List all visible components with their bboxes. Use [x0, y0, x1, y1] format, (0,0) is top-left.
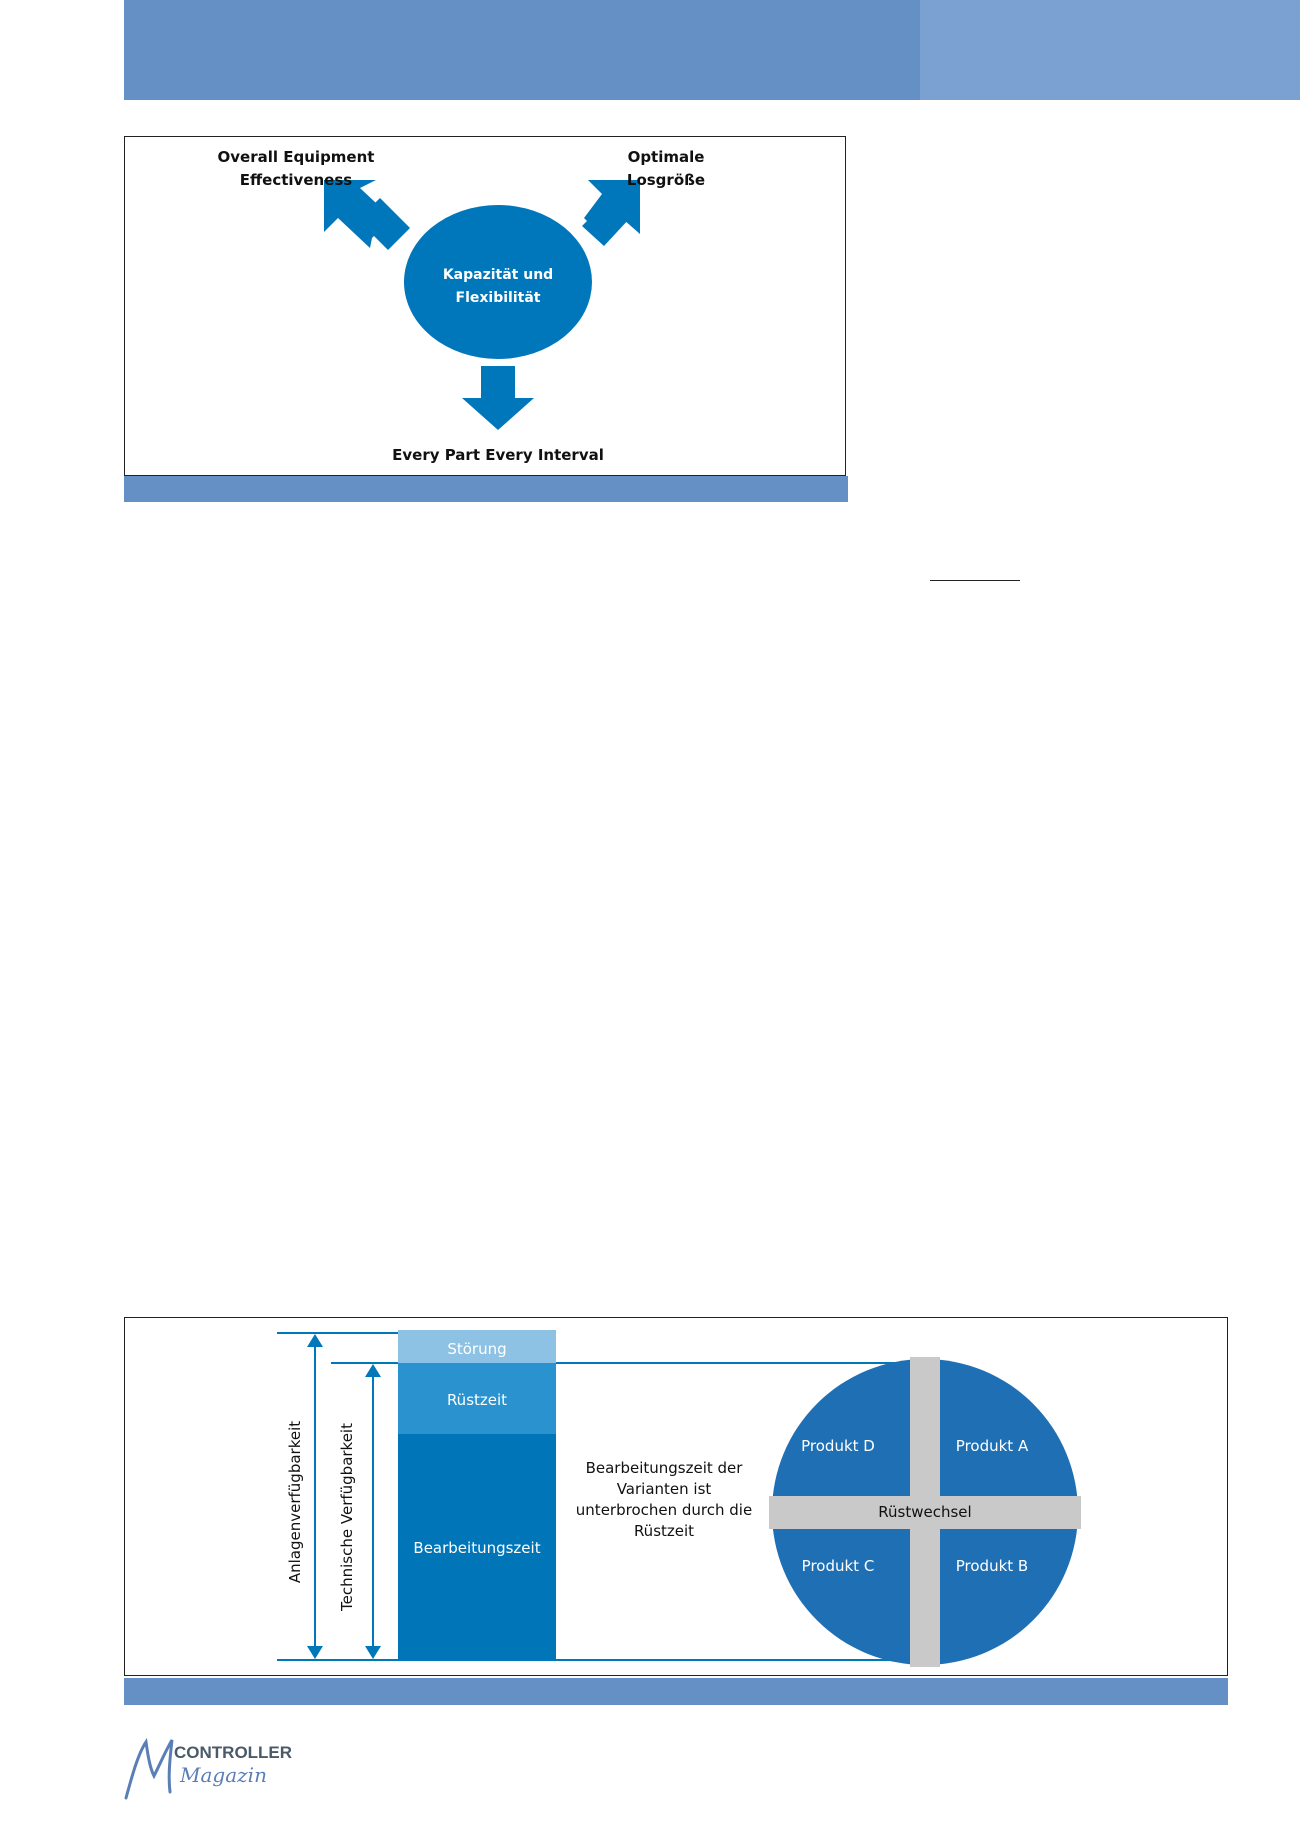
- middle-text-line2: Varianten ist: [616, 1480, 712, 1498]
- center-label-line2: Flexibilität: [455, 290, 541, 306]
- bar-label-bearbeitungszeit: Bearbeitungszeit: [413, 1539, 541, 1557]
- label-oee-line2: Effectiveness: [239, 171, 353, 189]
- controller-magazin-logo: [124, 1736, 294, 1802]
- ruestwechsel-label: Rüstwechsel: [878, 1503, 972, 1521]
- label-losgroesse-line1: Optimale: [627, 148, 705, 166]
- figure-2-caption-bar: [124, 1678, 1228, 1705]
- label-epei: Every Part Every Interval: [392, 446, 604, 464]
- label-losgroesse-line2: Losgröße: [626, 171, 706, 189]
- quadrant-produkt-b: Produkt B: [955, 1557, 1029, 1575]
- figure-2-labels: [124, 1317, 1228, 1677]
- figure-1-diagram: [124, 136, 846, 476]
- logo-text: CONTROLLER: [174, 1743, 293, 1762]
- header-band-accent: [920, 0, 1300, 100]
- axis-label-anlagenverfuegbarkeit: Anlagenverfügbarkeit: [286, 1420, 304, 1584]
- middle-text-line3: unterbrochen durch die: [575, 1501, 753, 1519]
- center-label-line1: Kapazität und: [442, 267, 554, 283]
- bar-label-ruestzeit: Rüstzeit: [446, 1391, 508, 1409]
- label-oee-line1: Overall Equipment: [217, 148, 375, 166]
- middle-text-line4: Rüstzeit: [633, 1522, 695, 1540]
- quadrant-produkt-a: Produkt A: [955, 1437, 1029, 1455]
- bar-label-stoerung: Störung: [447, 1340, 507, 1358]
- figure-2: [124, 1317, 1228, 1705]
- quadrant-produkt-c: Produkt C: [801, 1557, 875, 1575]
- axis-label-technische-verfuegbarkeit: Technische Verfügbarkeit: [338, 1423, 356, 1611]
- middle-text-line1: Bearbeitungszeit der: [585, 1459, 743, 1477]
- arrow-down-icon: [462, 366, 534, 430]
- text-underline: [930, 580, 1020, 581]
- quadrant-produkt-d: Produkt D: [801, 1437, 875, 1455]
- figure-1-caption-bar: [124, 476, 848, 502]
- logo-m-swash-icon: [126, 1740, 172, 1798]
- logo-script: Magazin: [180, 1763, 267, 1787]
- figure-1: [124, 136, 846, 502]
